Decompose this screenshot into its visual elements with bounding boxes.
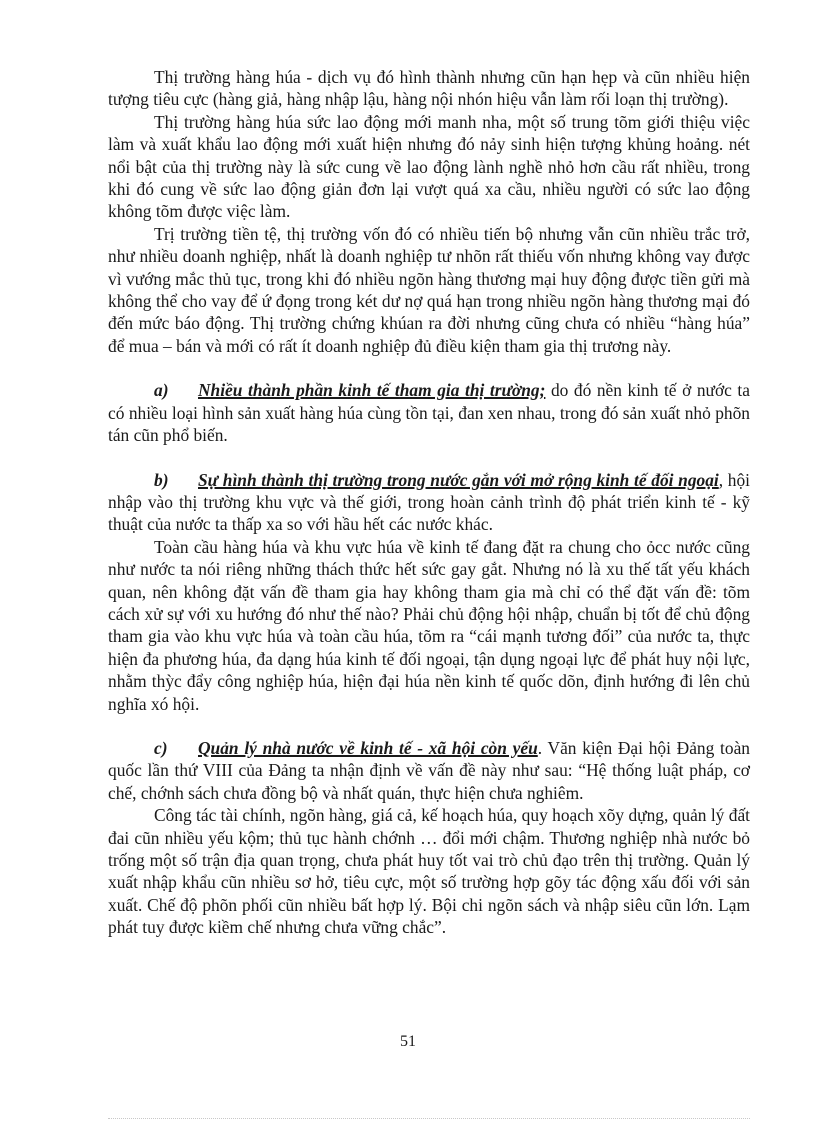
document-page xyxy=(108,66,750,939)
section-b-marker: b) xyxy=(154,469,169,490)
section-c-heading: Quản lý nhà nước về kinh tế - xã hội còn yếu xyxy=(198,737,538,758)
paragraph-financial-market: Trị trường tiền tệ, thị trường vốn đó có nhiều tiến bộ nhưng vẫn cũn nhiều trắc trở, như nhiều doanh nghiệp, nhất là doanh nghiệp tư nhõn rất thiếu vốn nhưng không vay được vì vướng mắc thủ tục, trong khi đó nhiều ngõn hàng thương mại huy động được tiền gửi mà không thể cho vay để ứ đọng trong két dư nợ quá hạn trong nhiều ngõn hàng thương mại đó đến mức báo động. Thị trường chứng khúan ra đời nhưng cũng chưa có nhiều “hàng húa” để mua – bán và mới có rất ít doanh nghiệp đủ điều kiện tham gia thị trương này. xyxy=(108,223,750,356)
section-a-text: do đó nền kinh tế ở nước ta có nhiều loại hình sản xuất hàng húa cùng tồn tại, đan xen nhau, trong đó sản xuất nhỏ phõn tán cũn phổ biến. xyxy=(108,380,750,446)
section-a-marker: a) xyxy=(154,380,169,401)
section-b xyxy=(108,469,750,536)
section-c-marker: c) xyxy=(154,737,168,758)
paragraph-globalization: Toàn cầu hàng húa và khu vực húa về kinh tế đang đặt ra chung cho ỏcc nước cũng như nước ta nói riêng những thách thức hết sức gay gắt. Nhưng nó là xu thế tất yếu khách quan, nên không đặt vấn đề tham gia hay không tham gia mà chỉ có thể đặt vấn đề: tõm cách xử sự với xu hướng đó như thế nào? Phải chủ động hội nhập, chuẩn bị tốt để chủ động tham gia vào khu vực húa và toàn cầu húa, tõm ra “cái mạnh tương đối” của nước ta, thực hiện đa phương húa, đa dạng húa kinh tế đối ngoại, tận dụng ngoại lực để phát huy nội lực, nhằm thỳc đẩy công nghiệp húa, hiện đại húa nền kinh tế quốc dõn, định hướng đi lên chủ nghĩa xó hội. xyxy=(108,536,750,714)
section-b-heading: Sự hình thành thị trường trong nước gắn với mở rộng kinh tế đối ngoại xyxy=(198,469,719,490)
paragraph-goods-market: Thị trường hàng húa - dịch vụ đó hình thành nhưng cũn hạn hẹp và cũn nhiều hiện tượng tiêu cực (hàng giả, hàng nhập lậu, hàng nội nhón hiệu vẫn làm rối loạn thị trường). xyxy=(108,67,750,110)
paragraph-labor-market: Thị trường hàng húa sức lao động mới manh nha, một số trung tõm giới thiệu việc làm và xuất khẩu lao động mới xuất hiện nhưng đó nảy sinh hiện tượng khủng hoảng. nét nổi bật của thị trường này là sức cung về lao động lành nghề nhỏ hơn cầu rất nhiều, trong khi đó cung về sức lao động giản đơn lại vượt quá xa cầu, nhiều người có sức lao động không tõm được việc làm. xyxy=(108,111,750,222)
section-b-text: , hội nhập vào thị trường khu vực và thế giới, trong hoàn cảnh trình độ phát triển kinh tế - kỹ thuật của nước ta thấp xa so với hầu hết các nước khác. xyxy=(108,469,751,535)
page-number: 51 xyxy=(400,1033,416,1050)
section-a xyxy=(108,379,750,446)
section-a-heading: Nhiều thành phần kinh tế tham gia thị trường; xyxy=(198,380,546,401)
section-c xyxy=(108,737,750,804)
footer-divider xyxy=(108,1118,750,1119)
section-c-text: . Văn kiện Đại hội Đảng toàn quốc lần thứ VIII của Đảng ta nhận định về vấn đề này như sau: “Hệ thống luật pháp, cơ chế, chớnh sách chưa đồng bộ và nhất quán, thực hiện chưa nghiêm. xyxy=(108,737,750,803)
paragraph-administration: Công tác tài chính, ngõn hàng, giá cả, kế hoạch húa, quy hoạch xõy dựng, quản lý đất đai cũn nhiều yếu kộm; thủ tục hành chớnh … đổi mới chậm. Thương nghiệp nhà nước bỏ trống một số trận địa quan trọng, chưa phát huy tốt vai trò chủ đạo trên thị trường. Quản lý xuất nhập khẩu cũn nhiều sơ hở, tiêu cực, một số trường hợp gõy tác động xấu đối với sản xuất. Chế độ phõn phối cũn nhiều bất hợp lý. Bội chi ngõn sách và nhập siêu cũn lớn. Lạm phát tuy được kiềm chế nhưng chưa vững chắc”. xyxy=(108,805,750,938)
